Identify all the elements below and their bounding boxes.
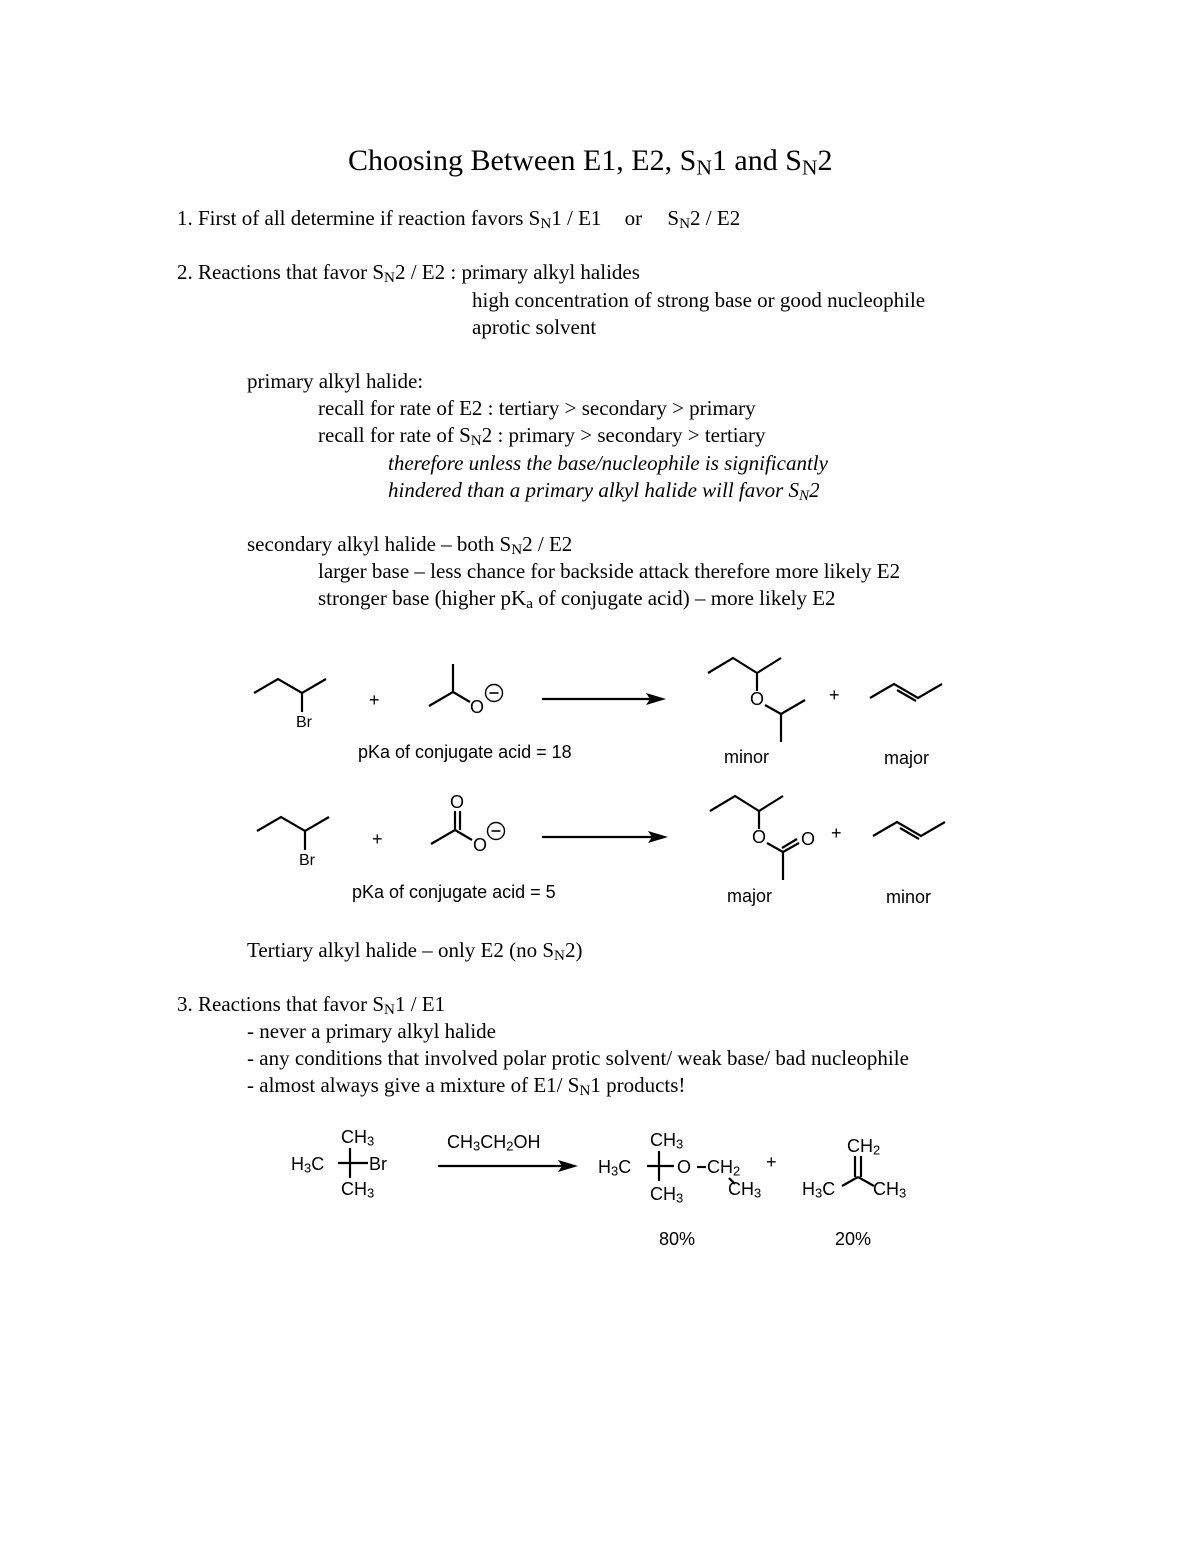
r2-acetate-skeleton (431, 811, 455, 844)
r2-product-plus-sign: + (831, 823, 842, 843)
r1-oxide-atom: O (470, 697, 485, 717)
secondary-heading: secondary alkyl halide – both $S_N2 / E2$ (247, 532, 573, 559)
secondary-point-stronger-base: stronger base (higher $pK_a$ of conjugate acid) – more likely E2 (318, 586, 836, 613)
r3-solvent-ethanol: $CH_3CH_2OH$ (447, 1132, 541, 1154)
r3-sm-bottom-methyl: $CH_3$ (341, 1179, 375, 1201)
r3-p1-oxygen: O (677, 1157, 692, 1177)
r3-p2-right-methyl: $CH_3$ (873, 1179, 907, 1201)
r3-sm-top-methyl: $CH_3$ (341, 1127, 375, 1149)
primary-rate-sn2: recall for rate of $S_N2$ : primary > secondary > tertiary (318, 423, 766, 450)
step-2-condition-solvent: aprotic solvent (472, 315, 597, 339)
r3-p2-right-bond (858, 1177, 874, 1186)
r3-p1-left-methyl: $H_3C$ (598, 1157, 632, 1179)
r3-p2-left-methyl: $H_3C$ (802, 1179, 836, 1201)
r3-p1-top-methyl: $CH_3$ (650, 1130, 684, 1152)
r2-ester-carbonyl-oxygen-atom: O (801, 829, 816, 849)
r3-p2-methylene: $CH_2$ (847, 1136, 881, 1158)
r2-br-atom: Br (299, 852, 315, 869)
r1-plus-sign: + (369, 690, 380, 710)
r3-substitution-yield: 80% (659, 1229, 696, 1249)
page-title: Choosing Between E1, E2, $S_N1$ and $S_N2$ (348, 144, 833, 180)
primary-note-line-1: therefore unless the base/nucleophile is significantly (388, 451, 828, 475)
r3-p1-methylene: $CH_2$ (707, 1157, 741, 1179)
r3-product-plus-sign: + (766, 1152, 777, 1172)
r2-substitution-label: major (727, 886, 773, 906)
step-3-point-conditions: - any conditions that involved polar protic solvent/ weak base/ bad nucleophile (247, 1046, 909, 1070)
r2-carbonyl-oxygen-atom: O (450, 792, 465, 812)
r1-ether-oxygen-atom: O (750, 689, 765, 709)
r2-oxide-atom: O (473, 835, 488, 855)
step-2-heading: 2. Reactions that favor $S_N2 / E2$ : primary alkyl halides (177, 260, 640, 287)
step-3-point-mixture: - almost always give a mixture of E1/ $S_N1$ products! (247, 1073, 686, 1100)
step-1: 1. First of all determine if reaction favors $S_N1 / E1$ or $S_N2 / E2$ (177, 206, 741, 233)
r1-ether-skeleton (708, 658, 781, 673)
tertiary-note: Tertiary alkyl halide – only E2 (no $S_N2$) (247, 938, 583, 965)
r1-oxide-bond (453, 692, 470, 702)
r2-elimination-label: minor (886, 887, 932, 907)
r3-p1-bottom-methyl: $CH_3$ (650, 1184, 684, 1206)
r2-2-bromobutane-skeleton (257, 817, 329, 831)
r1-ether-o-bond-right (765, 705, 781, 714)
r2-plus-sign: + (372, 829, 383, 849)
secondary-point-larger-base: larger base – less chance for backside attack therefore more likely E2 (318, 559, 901, 583)
primary-note-line-2: hindered than a primary alkyl halide will favor $S_N2$ (388, 478, 820, 505)
step-3-heading: 3. Reactions that favor $S_N1 / E1$ (177, 992, 446, 1019)
r3-sm-left-methyl: $H_3C$ (291, 1154, 325, 1176)
r1-pka-label: pKa of conjugate acid = 18 (358, 742, 572, 762)
r1-2-bromobutane-skeleton (254, 679, 326, 693)
r1-elimination-label: major (884, 748, 930, 768)
r1-br-atom: Br (296, 714, 312, 731)
r3-sm-bromine: Br (369, 1154, 387, 1174)
primary-rate-e2: recall for rate of E2 : tertiary > secondary > primary (318, 396, 756, 420)
r3-elimination-yield: 20% (835, 1229, 872, 1249)
r1-isopropoxide-skeleton (429, 664, 453, 706)
r2-oxide-bond (455, 830, 472, 840)
r3-p2-left-bond (842, 1177, 858, 1186)
step-3-point-primary: - never a primary alkyl halide (247, 1019, 496, 1043)
r1-ether-isopropyl (781, 700, 805, 714)
r2-ester-skeleton (710, 796, 783, 811)
r2-pka-label: pKa of conjugate acid = 5 (352, 882, 556, 902)
r2-ester-oxygen-atom: O (752, 827, 767, 847)
r3-p1-ethyl-methyl: $CH_3$ (728, 1179, 762, 1201)
step-2-condition-base: high concentration of strong base or good nucleophile (472, 288, 926, 312)
r1-product-plus-sign: + (829, 685, 840, 705)
r1-substitution-label: minor (724, 747, 770, 767)
primary-heading: primary alkyl halide: (247, 369, 424, 393)
r2-ester-o-bond-right (767, 843, 783, 852)
